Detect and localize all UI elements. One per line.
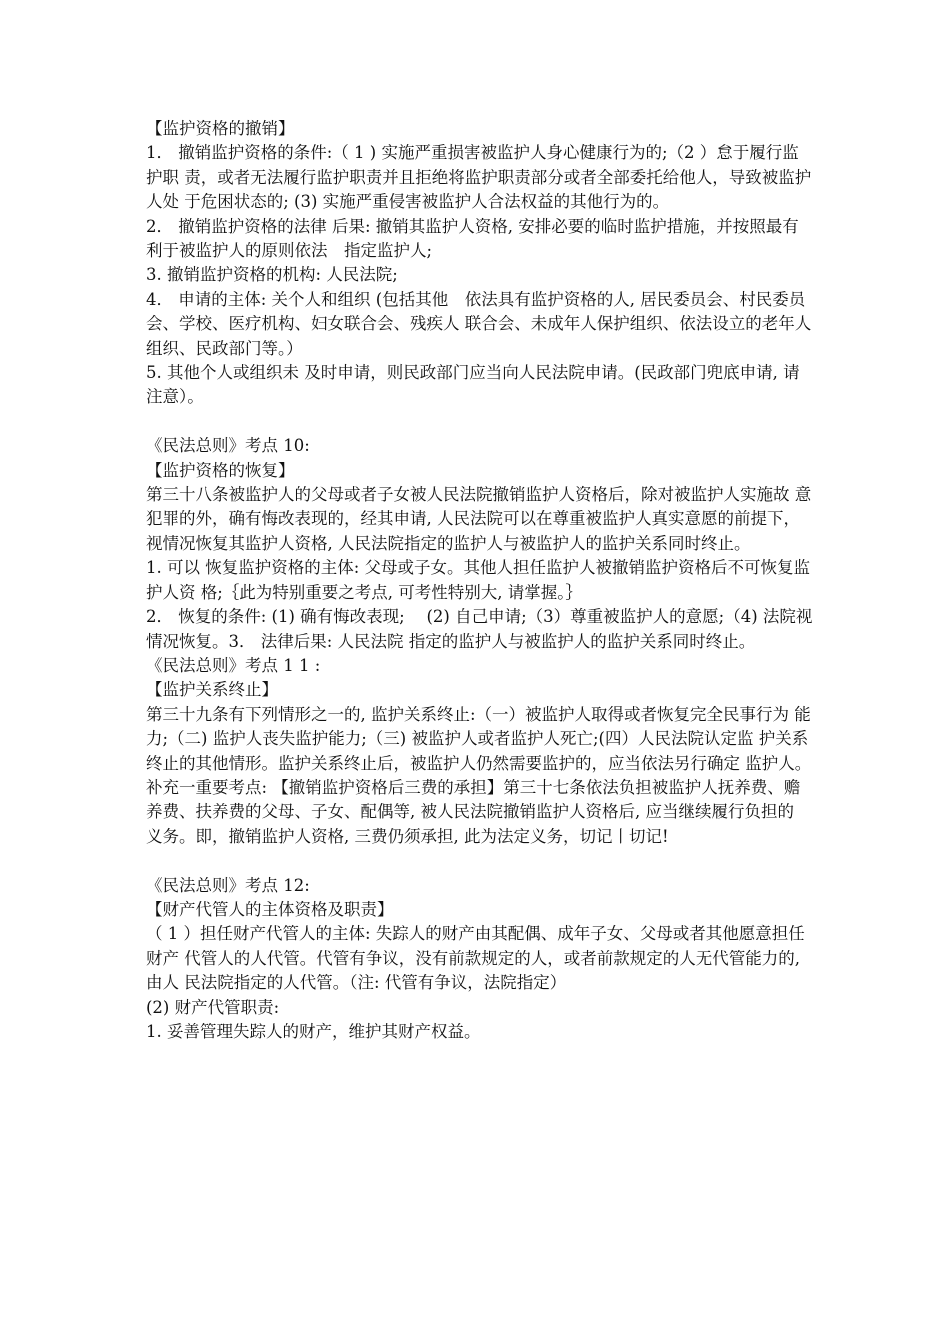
paragraph-restoration-subject: 1. 可以 恢复监护资格的主体: 父母或子女。其他人担任监护人被撤销监护资格后不可恢复监护人资 格;｛此为特别重要之考点, 可考性特别大, 请掌握。｝	[146, 558, 811, 602]
paragraph-article-39: 第三十九条有下列情形之一的, 监护关系终止:（一）被监护人取得或者恢复完全民事行为 能力;（二) 监护人丧失监护能力;（三) 被监护人或者监护人死亡;(四）人民法院认定监 护关系终止的其他情形。监护关系终止后，被监护人仍然需要监护的，应当依法另行确定 监护人。	[146, 704, 812, 773]
exam-point-11-title: 《民法总则》考点 1 1 :	[146, 655, 321, 675]
section-heading-revocation: 【监护资格的撤销】	[146, 119, 295, 138]
exam-point-12-title: 《民法总则》考点 12:	[146, 875, 310, 895]
paragraph-custodian-subject: （ 1 ）担任财产代管人的主体: 失踪人的财产由其配偶、成年子女、父母或者其他愿意担任财产 代管人的人代管。代管有争议，没有前款规定的人，或者前款规定的人无代管能力的, 由人 民法院指定的人代管。（注: 代管有争议，法院指定）	[146, 924, 805, 993]
paragraph-custodian-duties-heading: (2) 财产代管职责:	[146, 997, 280, 1017]
blank-line	[146, 849, 814, 873]
paragraph-restoration-conditions: 2． 恢复的条件: (1) 确有悔改表现; (2) 自己申请;（3）尊重被监护人的意愿;（4) 法院视情况恢复。3． 法律后果: 人民法院 指定的监护人与被监护人的监护关系同时终止。	[146, 607, 813, 651]
blank-line	[146, 410, 814, 434]
paragraph-revocation-consequences: 2． 撤销监护资格的法律 后果: 撤销其监护人资格, 安排必要的临时监护措施，并按照最有利于被监护人的原则依法 指定监护人;	[146, 216, 799, 261]
exam-point-10-title: 《民法总则》考点 10:	[146, 436, 310, 456]
section-heading-termination: 【监护关系终止】	[146, 680, 278, 700]
paragraph-applicant: 4． 申请的主体: 关个人和组织 (包括其他 依法具有监护资格的人, 居民委员会、村民委员会、学校、医疗机构、妇女联合会、残疾人 联合会、未成年人保护组织、依法设立的老年人组织、民政部门等。）	[146, 289, 812, 358]
document-body	[146, 117, 814, 1044]
paragraph-article-38: 第三十八条被监护人的父母或者子女被人民法院撤销监护人资格后，除对被监护人实施故 意犯罪的外，确有悔改表现的，经其申请, 人民法院可以在尊重被监护人真实意愿的前提下，视情况恢复其监护人资格, 人民法院指定的监护人与被监护人的监护关系同时终止。	[146, 485, 812, 553]
paragraph-revocation-conditions: 1． 撤销监护资格的条件:（ 1 ) 实施严重损害被监护人身心健康行为的;（2 ）怠于履行监护职 责，或者无法履行监护职责并且拒绝将监护职责部分或者全部委托给他人，导致被监护人处 于危困状态的; (3) 实施严重侵害被监护人合法权益的其他行为的。	[146, 143, 812, 212]
section-heading-property-custodian: 【财产代管人的主体资格及职责】	[146, 899, 394, 919]
paragraph-custodian-duty-1: 1. 妥善管理失踪人的财产，维护其财产权益。	[146, 1022, 481, 1041]
paragraph-supplement: 补充一重要考点: 【撤销监护资格后三费的承担】第三十七条依法负担被监护人抚养费、赡 养费、扶养费的父母、子女、配偶等, 被人民法院撤销监护人资格后, 应当继续履行负担的 义务。即，撤销监护人资格, 三费仍须承担, 此为法定义务，切记丨切记!	[146, 777, 801, 846]
section-heading-restoration: 【监护资格的恢复】	[146, 460, 295, 480]
paragraph-civil-affairs: 5. 其他个人或组织未 及时申请，则民政部门应当向人民法院申请。(民政部门兜底申请, 请注意）。	[146, 363, 800, 407]
paragraph-revocation-authority: 3. 撤销监护资格的机构: 人民法院;	[146, 265, 398, 285]
